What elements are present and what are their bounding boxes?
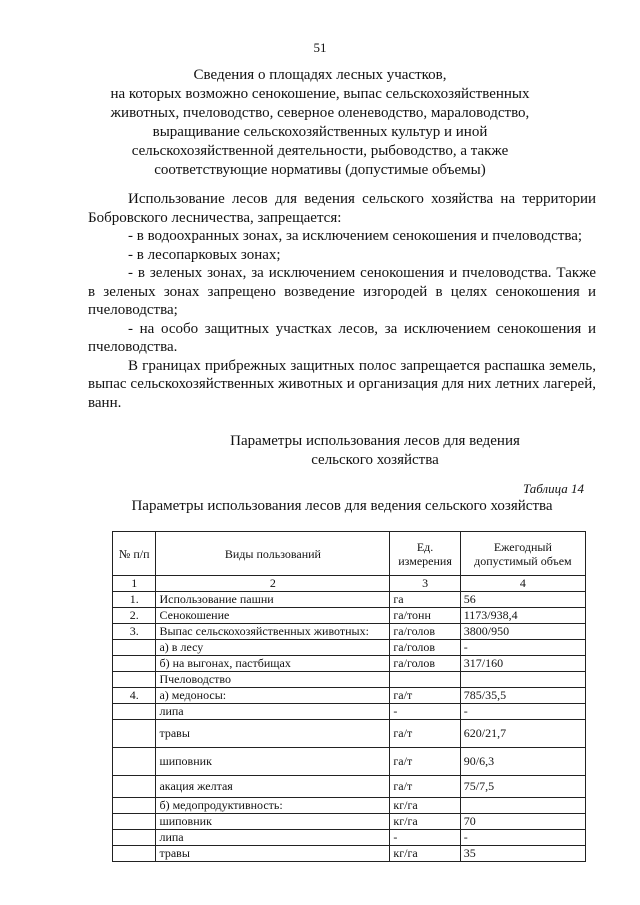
row-unit-cell: га/голов [390, 624, 460, 640]
row-kind-cell: Сенокошение [156, 608, 390, 624]
row-number-cell [113, 656, 156, 672]
header-cell: № п/п [113, 532, 156, 576]
table-label: Таблица 14 [522, 481, 584, 496]
row-kind-cell: липа [156, 830, 390, 846]
header-cell: Виды пользований [156, 532, 390, 576]
row-number-cell [113, 830, 156, 846]
paragraph-coastal-strips: В границах прибрежных защитных полос запрещается распашка земель, выпас сельскохозяйственных животных и организация для них летних лагерей, ванн. [88, 357, 596, 411]
row-volume-cell: 90/6,3 [460, 748, 585, 776]
row-volume-cell: 35 [460, 846, 585, 862]
table-row [113, 640, 586, 656]
page-number: 51 [313, 40, 327, 55]
row-unit-cell: га/т [390, 720, 460, 748]
heading-line: сельскохозяйственной деятельности, рыбоводство, а также [131, 143, 509, 159]
column-number-cell: 3 [390, 576, 460, 592]
row-kind-cell: б) на выгонах, пастбищах [156, 656, 390, 672]
row-kind-cell: а) в лесу [156, 640, 390, 656]
column-number-cell: 2 [156, 576, 390, 592]
body-text [88, 190, 596, 412]
row-number-cell [113, 720, 156, 748]
column-number-row [113, 576, 586, 592]
row-kind-cell: липа [156, 704, 390, 720]
row-number-cell [113, 672, 156, 688]
heading-line: выращивание сельскохозяйственных культур и иной [152, 124, 488, 140]
table-row [113, 704, 586, 720]
row-number-cell: 1. [113, 592, 156, 608]
row-kind-cell: акация желтая [156, 776, 390, 798]
row-volume-cell: 1173/938,4 [460, 608, 585, 624]
row-volume-cell: 317/160 [460, 656, 585, 672]
row-volume-cell: 620/21,7 [460, 720, 585, 748]
row-number-cell: 3. [113, 624, 156, 640]
row-unit-cell: кг/га [390, 846, 460, 862]
table-body [113, 592, 586, 862]
row-number-cell [113, 814, 156, 830]
table-row [113, 814, 586, 830]
row-number-cell [113, 704, 156, 720]
row-kind-cell: а) медоносы: [156, 688, 390, 704]
table-row [113, 624, 586, 640]
row-unit-cell: га/т [390, 776, 460, 798]
paragraph-green-zones: - в зеленых зонах, за исключением сенокошения и пчеловодства. Также в зеленых зонах запрещено возведение изгородей в целях сенокошения и пчеловодства; [88, 265, 596, 318]
row-volume-cell: 785/35,5 [460, 688, 585, 704]
row-number-cell [113, 846, 156, 862]
table-row [113, 592, 586, 608]
table-row [113, 846, 586, 862]
table-title: Параметры использования лесов для ведения сельского хозяйства [131, 498, 553, 514]
row-unit-cell: - [390, 704, 460, 720]
row-number-cell: 2. [113, 608, 156, 624]
row-unit-cell: га/голов [390, 640, 460, 656]
column-number-cell: 4 [460, 576, 585, 592]
row-unit-cell: га/т [390, 748, 460, 776]
row-unit-cell: кг/га [390, 814, 460, 830]
row-volume-cell [460, 672, 585, 688]
row-number-cell [113, 748, 156, 776]
row-volume-cell: 70 [460, 814, 585, 830]
row-kind-cell: шиповник [156, 748, 390, 776]
column-number-cell: 1 [113, 576, 156, 592]
parameters-table [112, 531, 586, 862]
table-row [113, 672, 586, 688]
section-heading [100, 66, 540, 180]
row-kind-cell: травы [156, 720, 390, 748]
table-row [113, 688, 586, 704]
paragraph-forest-park: - в лесопарковых зонах; [128, 246, 281, 263]
table-row [113, 748, 586, 776]
row-unit-cell: - [390, 830, 460, 846]
row-volume-cell: - [460, 640, 585, 656]
sub-heading-line: сельского хозяйства [311, 452, 439, 468]
heading-line: животных, пчеловодство, северное оленеводство, мараловодство, [110, 105, 530, 121]
row-kind-cell: Выпас сельскохозяйственных животных: [156, 624, 390, 640]
table-row [113, 720, 586, 748]
row-number-cell: 4. [113, 688, 156, 704]
table-row [113, 656, 586, 672]
table-row [113, 830, 586, 846]
row-volume-cell: 3800/950 [460, 624, 585, 640]
paragraph-protective-areas: - на особо защитных участках лесов, за исключением сенокошения и пчеловодства. [88, 320, 596, 355]
row-unit-cell: кг/га [390, 798, 460, 814]
header-cell: Ежегодный допустимый объем [460, 532, 585, 576]
table-header-row [113, 532, 586, 576]
row-kind-cell: травы [156, 846, 390, 862]
table-row [113, 776, 586, 798]
row-unit-cell: га/тонн [390, 608, 460, 624]
row-volume-cell [460, 798, 585, 814]
table-row [113, 798, 586, 814]
row-kind-cell: Пчеловодство [156, 672, 390, 688]
header-cell: Ед. измерения [390, 532, 460, 576]
row-volume-cell: 56 [460, 592, 585, 608]
row-volume-cell: - [460, 830, 585, 846]
row-kind-cell: б) медопродуктивность: [156, 798, 390, 814]
sub-heading [210, 432, 540, 470]
row-volume-cell: 75/7,5 [460, 776, 585, 798]
paragraph-water-zones: - в водоохранных зонах, за исключением сенокошения и пчеловодства; [128, 228, 583, 244]
paragraph-intro: Использование лесов для ведения сельского хозяйства на территории Бобровского лесничества, запрещается: [88, 191, 596, 226]
row-kind-cell: шиповник [156, 814, 390, 830]
row-volume-cell: - [460, 704, 585, 720]
row-unit-cell [390, 672, 460, 688]
row-kind-cell: Использование пашни [156, 592, 390, 608]
row-number-cell [113, 798, 156, 814]
row-number-cell [113, 776, 156, 798]
row-unit-cell: га/голов [390, 656, 460, 672]
sub-heading-line: Параметры использования лесов для ведения [230, 433, 520, 449]
heading-line: на которых возможно сенокошение, выпас сельскохозяйственных [110, 86, 530, 102]
row-unit-cell: га/т [390, 688, 460, 704]
row-unit-cell: га [390, 592, 460, 608]
heading-line: соответствующие нормативы (допустимые объемы) [154, 162, 486, 178]
heading-line: Сведения о площадях лесных участков, [193, 67, 447, 83]
table-row [113, 608, 586, 624]
row-number-cell [113, 640, 156, 656]
